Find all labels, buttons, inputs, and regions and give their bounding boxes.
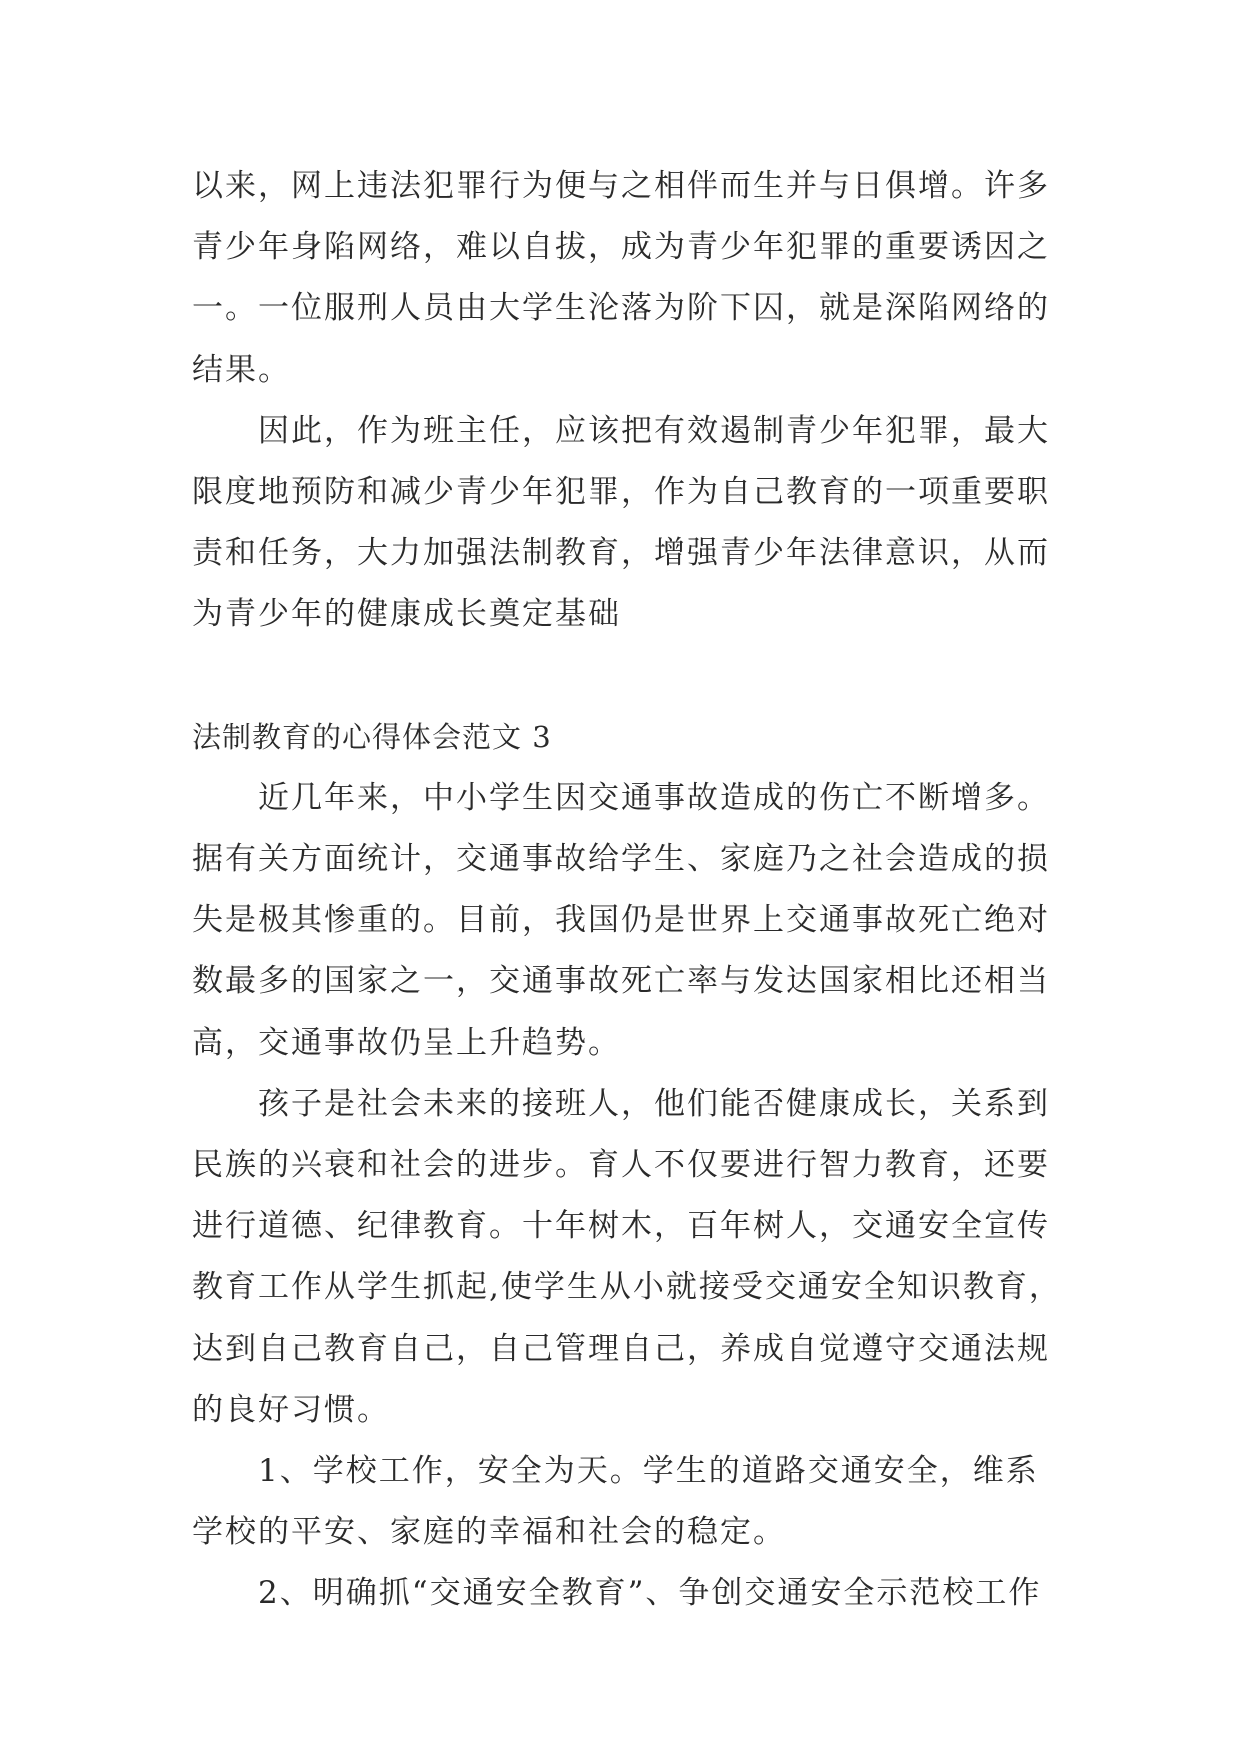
paragraph-traffic-statistics: 近几年来，中小学生因交通事故造成的伤亡不断增多。据有关方面统计，交通事故给学生、家庭乃之社会造成的损失是极其惨重的。目前，我国仍是世界上交通事故死亡绝对数最多的国家之一，交通事故死亡率与发达国家相比还相当高，交通事故仍呈上升趋势。 [192,779,1050,1061]
list-item-2: 2、明确抓“交通安全教育”、争创交通安全示范校工作 [258,1575,1042,1612]
section-spacer [192,646,1064,707]
paragraph-continuation: 以来，网上违法犯罪行为便与之相伴而生并与日俱增。许多青少年身陷网络，难以自拔，成为青少年犯罪的重要诱因之一。一位服刑人员由大学生沦落为阶下囚，就是深陷网络的结果。 [192,168,1050,388]
section-title: 法制教育的心得体会范文 3 [192,719,552,754]
paragraph-children-education: 孩子是社会未来的接班人，他们能否健康成长，关系到民族的兴衰和社会的进步。育人不仅要进行智力教育，还要进行道德、纪律教育。十年树木，百年树人，交通安全宣传教育工作从学生抓起,使学生从小就接受交通安全知识教育，达到自己教育自己，自己管理自己，养成自觉遵守交通法规的良好习惯。 [192,1085,1062,1428]
document-body [192,156,1064,1625]
paragraph-conclusion: 因此，作为班主任，应该把有效遏制青少年犯罪，最大限度地预防和减少青少年犯罪，作为自己教育的一项重要职责和任务，大力加强法制教育，增强青少年法律意识，从而为青少年的健康成长奠定基础 [192,412,1050,633]
list-item-1: 1、学校工作，安全为天。学生的道路交通安全，维系学校的平安、家庭的幸福和社会的稳定。 [192,1453,1039,1551]
